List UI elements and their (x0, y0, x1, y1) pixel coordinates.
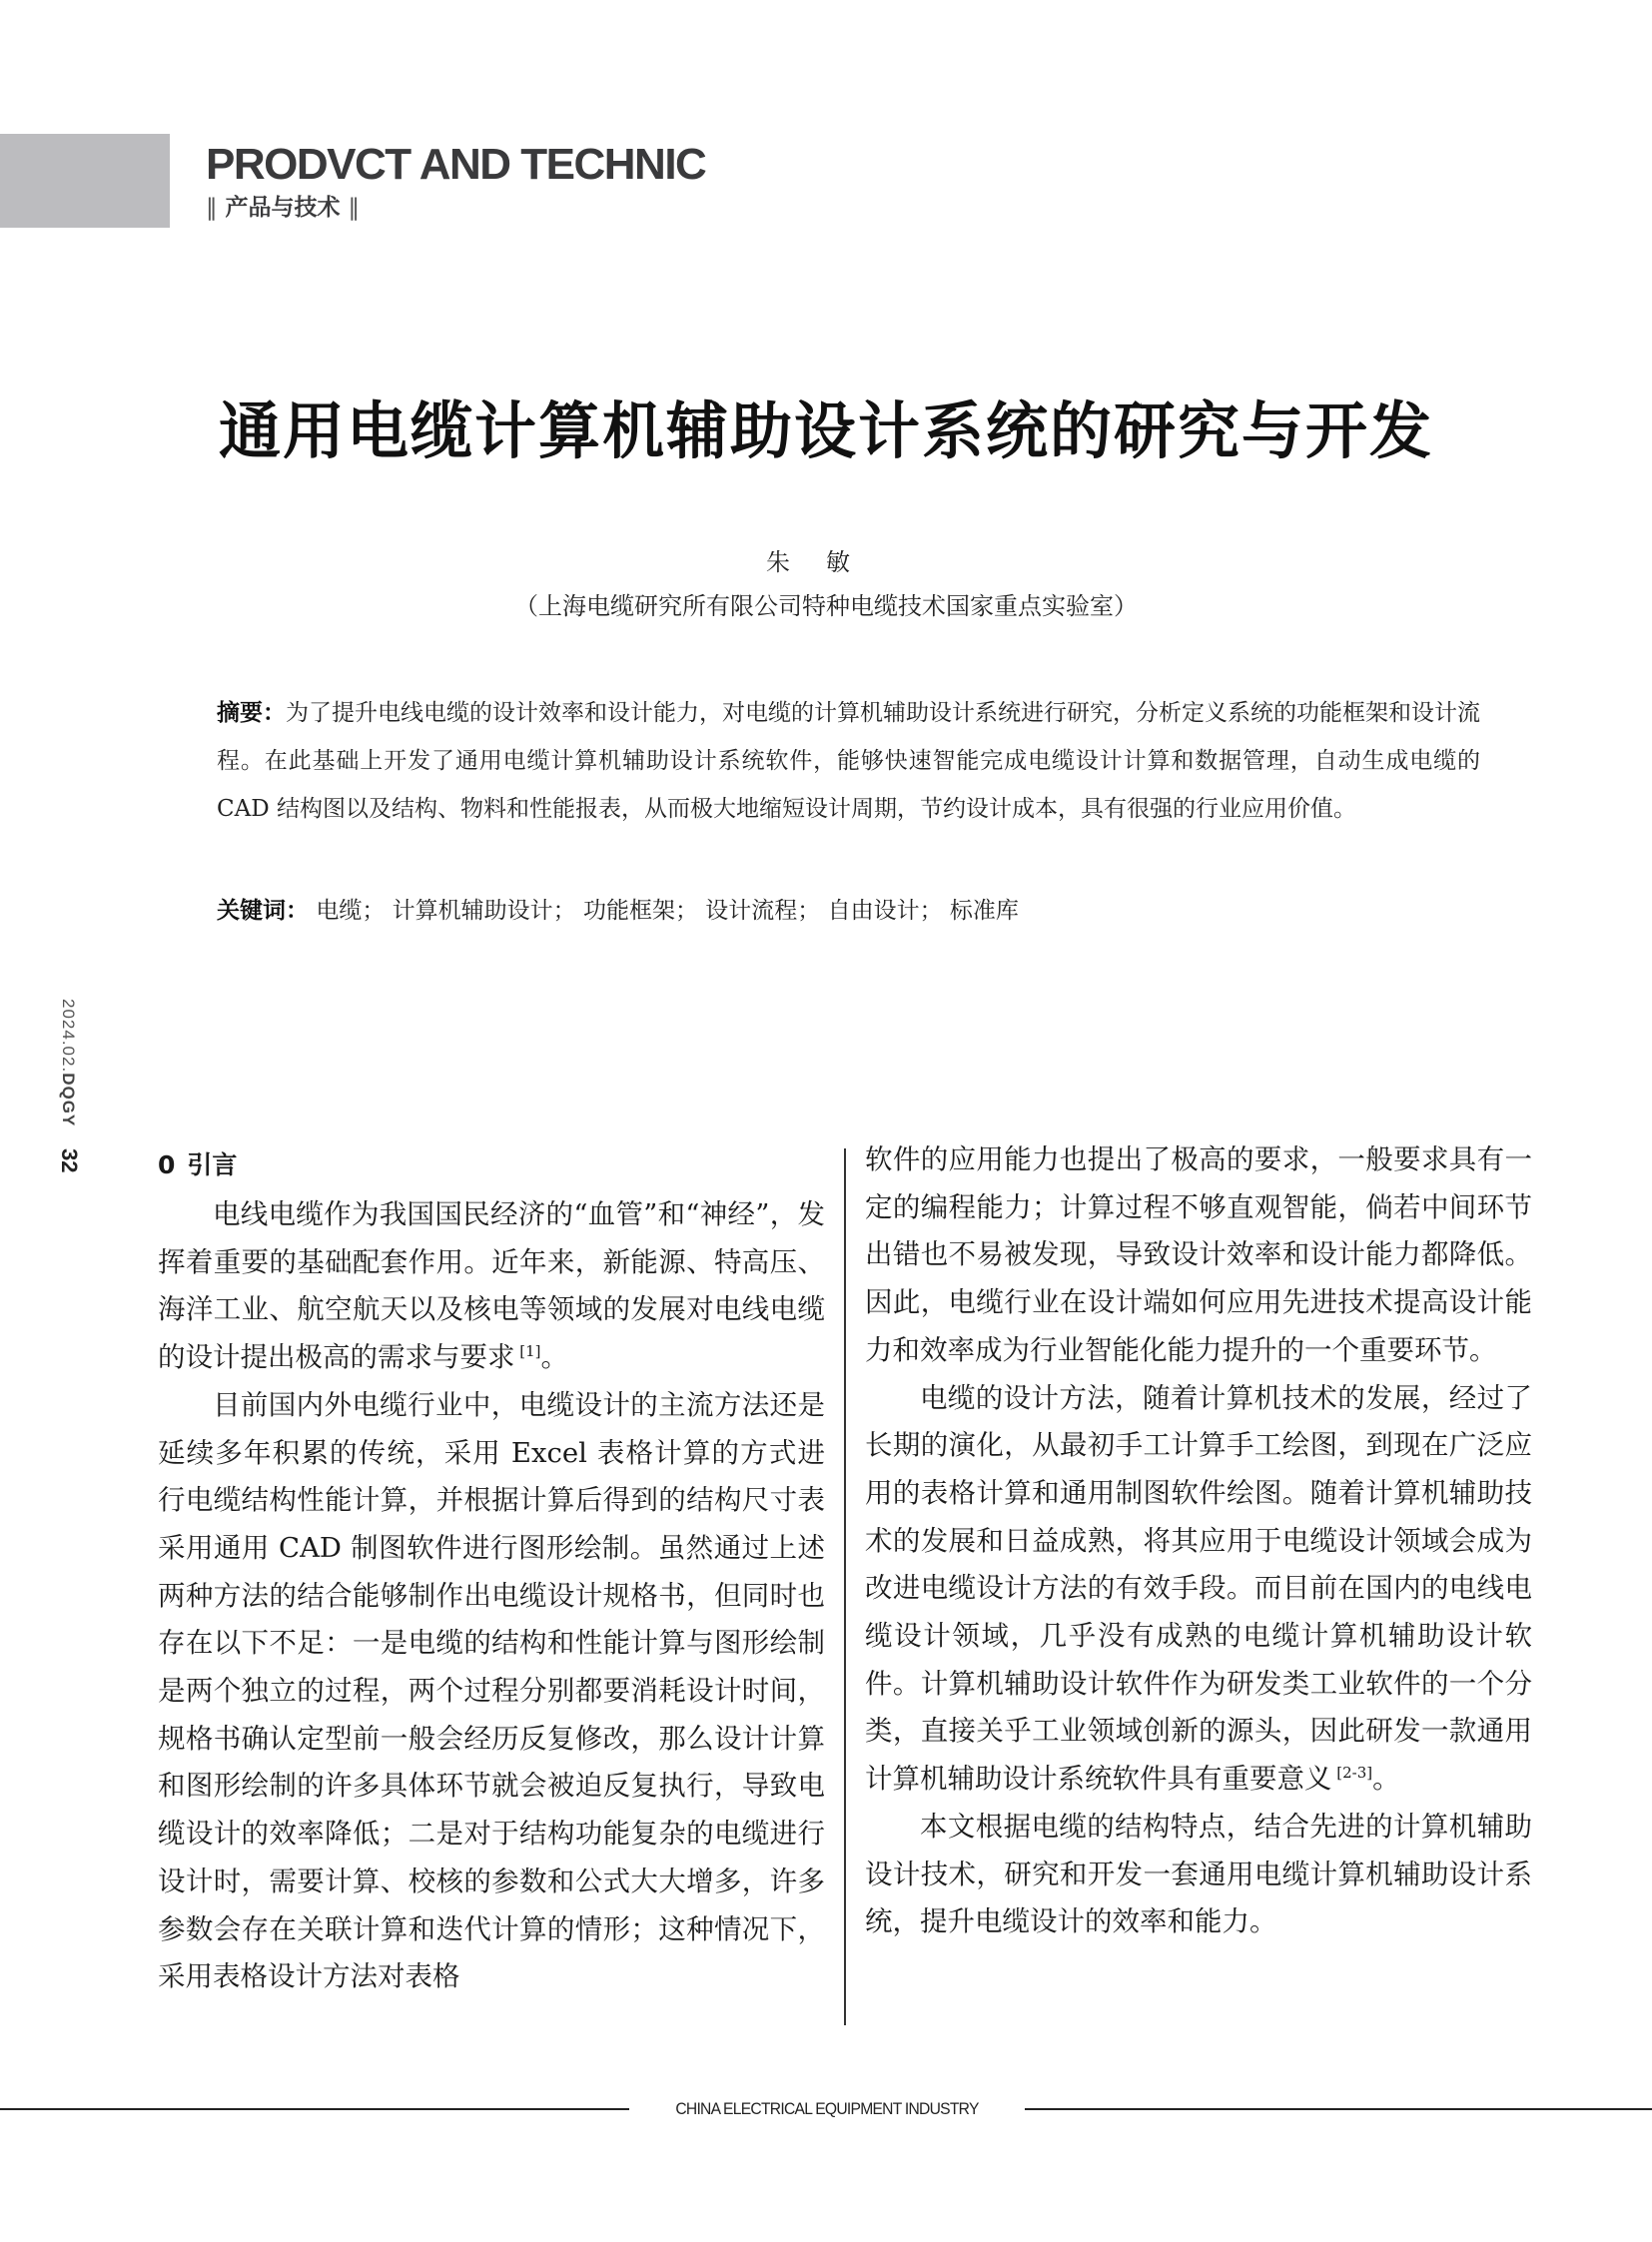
body-column-right (865, 1136, 1532, 1946)
abstract (217, 689, 1480, 833)
page-number: 32 (57, 1148, 82, 1173)
article-title: 通用电缆计算机辅助设计系统的研究与开发 (218, 394, 1433, 467)
keyword: 自由设计； (827, 898, 950, 924)
keywords (217, 889, 1480, 933)
right-paragraphs (865, 1136, 1532, 1946)
section-heading-text: 引言 (187, 1150, 238, 1179)
keyword: 标准库 (949, 898, 1019, 924)
paragraph-text: 电缆的设计方法，随着计算机技术的发展，经过了长期的演化，从最初手工计算手工绘图，到现在广泛应用的表格计算和通用制图软件绘图。随着计算机辅助技术的发展和日益成熟，将其应用于电缆设计领域会成为改进电缆设计方法的有效手段。而目前在国内的电线电缆设计领域，几乎没有成熟的电缆计算机辅助设计软件。计算机辅助设计软件作为研发类工业软件的一个分类，直接关乎工业领域创新的源头，因此研发一款通用计算机辅助设计系统软件具有重要意义 (865, 1381, 1532, 1796)
keywords-list (316, 898, 1019, 924)
keywords-label: 关键词： (217, 898, 309, 924)
abstract-text: 为了提升电线电缆的设计效率和设计能力，对电缆的计算机辅助设计系统进行研究，分析定义系统的功能框架和设计流程。在此基础上开发了通用电缆计算机辅助设计系统软件，能够快速智能完成电缆设计计算和数据管理，自动生成电缆的 CAD 结构图以及结构、物料和性能报表，从而极大地缩短设计周期，节约设计成本，具有很强的行业应用价值。 (217, 700, 1480, 822)
issue-marker (58, 999, 78, 1126)
footer-rule-right (1025, 2108, 1652, 2110)
paragraph-text: 电线电缆作为我国国民经济的“血管”和“神经”，发挥着重要的基础配套作用。近年来，新能源、特高压、海洋工业、航空航天以及核电等领域的发展对电线电缆的设计提出极高的需求与要求 (158, 1198, 825, 1374)
keyword: 功能框架； (582, 898, 706, 924)
footer-journal-name: CHINA ELECTRICAL EQUIPMENT INDUSTRY (675, 2099, 979, 2118)
citation-ref: [2-3] (1331, 1764, 1373, 1783)
section-heading (158, 1143, 825, 1187)
journal-code: DQGY (59, 1073, 78, 1127)
section-number: 0 (158, 1150, 176, 1179)
section-title-en: PRODVCT AND TECHNIC (206, 140, 706, 189)
paragraph-tail: 。 (540, 1341, 569, 1374)
paragraph-tail: 。 (1372, 1763, 1400, 1796)
section-marker-block (0, 134, 170, 228)
section-title-cn-text: 产品与技术 (225, 195, 341, 221)
keyword: 设计流程； (705, 898, 828, 924)
body-column-left (158, 1143, 825, 2001)
column-divider (844, 1148, 846, 2025)
left-paragraphs (158, 1191, 825, 2001)
section-title-cn (206, 192, 360, 224)
body-paragraph (158, 1191, 825, 1382)
body-paragraph (865, 1804, 1532, 1946)
keyword: 电缆； (316, 898, 393, 924)
paragraph-text: 本文根据电缆的结构特点，结合先进的计算机辅助设计技术，研究和开发一套通用电缆计算机辅助设计系统，提升电缆设计的效率和能力。 (865, 1810, 1532, 1938)
issue-date: 2024.02. (59, 999, 78, 1074)
citation-ref: [1] (514, 1342, 541, 1361)
paragraph-text: 软件的应用能力也提出了极高的要求，一般要求具有一定的编程能力；计算过程不够直观智能，倘若中间环节出错也不易被发现，导致设计效率和设计能力都降低。因此，电缆行业在设计端如何应用先进技术提高设计能力和效率成为行业智能化能力提升的一个重要环节。 (865, 1143, 1532, 1366)
paragraph-text: 目前国内外电缆行业中，电缆设计的主流方法还是延续多年积累的传统，采用 Excel 表格计算的方式进行电缆结构性能计算，并根据计算后得到的结构尺寸表采用通用 CAD 制图软件进行图形绘制。虽然通过上述两种方法的结合能够制作出电缆设计规格书，但同时也存在以下不足：一是电缆的结构和性能计算与图形绘制是两个独立的过程，两个过程分别都要消耗设计时间，规格书确认定型前一般会经历反复修改，那么设计计算和图形绘制的许多具体环节就会被迫反复执行，导致电缆设计的效率降低；二是对于结构功能复杂的电缆进行设计时，需要计算、校核的参数和公式大大增多，许多参数会存在关联计算和迭代计算的情形；这种情况下，采用表格设计方法对表格 (158, 1388, 825, 1993)
article-author: 朱敏 (766, 548, 886, 576)
body-paragraph (865, 1375, 1532, 1804)
body-paragraph (158, 1382, 825, 2001)
footer-rule-left (0, 2108, 629, 2110)
abstract-label: 摘要： (217, 700, 286, 726)
double-bar-right: ‖ (348, 195, 361, 221)
article-affiliation: （上海电缆研究所有限公司特种电缆技术国家重点实验室） (514, 592, 1138, 620)
keyword: 计算机辅助设计； (392, 898, 583, 924)
body-paragraph (865, 1136, 1532, 1375)
double-bar-left: ‖ (206, 195, 218, 221)
